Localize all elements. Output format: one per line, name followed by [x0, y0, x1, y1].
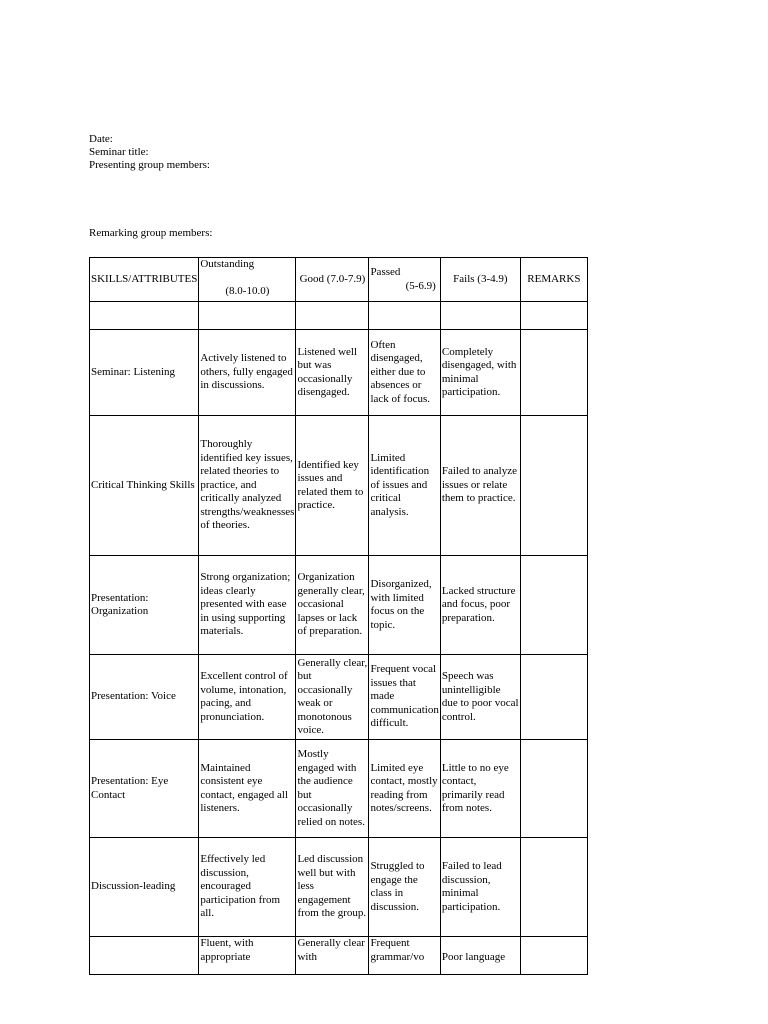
passed-cell: Often disengaged, either due to absences or lack of focus. [369, 330, 440, 416]
fails-cell: Little to no eye contact, primarily read from notes. [440, 740, 520, 838]
header-row [90, 258, 588, 302]
remarks-cell [520, 556, 587, 655]
col-skills-attributes: SKILLS/ATTRIBUTES [90, 258, 199, 302]
passed-cell: Limited identification of issues and critical analysis. [369, 416, 440, 556]
outstanding-cell: Effectively led discussion, encouraged participation from all. [199, 838, 296, 937]
outstanding-cell: Excellent control of volume, intonation, pacing, and pronunciation. [199, 655, 296, 740]
table-row [90, 740, 588, 838]
col-outstanding [199, 258, 296, 302]
good-cell: Led discussion well but with less engagement from the group. [296, 838, 369, 937]
table-row [90, 330, 588, 416]
good-cell: Generally clear with [296, 937, 369, 975]
passed-cell: Struggled to engage the class in discussion. [369, 838, 440, 937]
outstanding-range: (8.0-10.0) [225, 284, 270, 297]
skill-name: Discussion-leading [90, 838, 199, 937]
outstanding-cell: Strong organization; ideas clearly presented with ease in using supporting materials. [199, 556, 296, 655]
table-cell [296, 302, 369, 330]
good-cell: Organization generally clear, occasional lapses or lack of preparation. [296, 556, 369, 655]
skill-name: Presentation: Eye Contact [90, 740, 199, 838]
table-row [90, 937, 588, 975]
good-cell: Mostly engaged with the audience but occasionally relied on notes. [296, 740, 369, 838]
passed-cell: Disorganized, with limited focus on the topic. [369, 556, 440, 655]
good-cell: Identified key issues and related them to practice. [296, 416, 369, 556]
remarks-cell [520, 838, 587, 937]
outstanding-cell: Fluent, with appropriate [199, 937, 296, 975]
outstanding-title: Outstanding [200, 258, 255, 270]
remarking-group-label: Remarking group members: [89, 227, 213, 239]
fails-cell: Failed to analyze issues or relate them to practice. [440, 416, 520, 556]
passed-cell: Frequent grammar/vo [369, 937, 440, 975]
table-row [90, 838, 588, 937]
outstanding-cell: Actively listened to others, fully engaged in discussions. [199, 330, 296, 416]
remarks-cell [520, 655, 587, 740]
table-cell [90, 302, 199, 330]
seminar-title-label: Seminar title: [89, 146, 149, 158]
form-header [89, 133, 210, 172]
passed-cell: Limited eye contact, mostly reading from notes/screens. [369, 740, 440, 838]
fails-cell: Speech was unintelligible due to poor vocal control. [440, 655, 520, 740]
outstanding-cell: Thoroughly identified key issues, related theories to practice, and critically analyzed strengths/weaknesses of theories. [199, 416, 296, 556]
col-fails: Fails (3-4.9) [440, 258, 520, 302]
table-row [90, 655, 588, 740]
presenting-group-label: Presenting group members: [89, 159, 210, 171]
passed-range: (5-6.9) [405, 279, 436, 292]
table-row [90, 416, 588, 556]
remarks-cell [520, 330, 587, 416]
rubric-table [89, 257, 588, 975]
skill-name: Seminar: Listening [90, 330, 199, 416]
outstanding-cell: Maintained consistent eye contact, engaged all listeners. [199, 740, 296, 838]
remarks-cell [520, 937, 587, 975]
table-cell [440, 302, 520, 330]
skill-name: Critical Thinking Skills [90, 416, 199, 556]
fails-cell: Lacked structure and focus, poor preparation. [440, 556, 520, 655]
col-passed [369, 258, 440, 302]
good-cell: Listened well but was occasionally disengaged. [296, 330, 369, 416]
col-remarks: REMARKS [520, 258, 587, 302]
table-row [90, 556, 588, 655]
skill-name: Presentation: Organization [90, 556, 199, 655]
passed-cell: Frequent vocal issues that made communication difficult. [369, 655, 440, 740]
remarks-cell [520, 740, 587, 838]
fails-cell: Failed to lead discussion, minimal participation. [440, 838, 520, 937]
skill-name [90, 937, 199, 975]
date-label: Date: [89, 133, 113, 145]
table-cell [520, 302, 587, 330]
col-good: Good (7.0-7.9) [296, 258, 369, 302]
good-cell: Generally clear, but occasionally weak or monotonous voice. [296, 655, 369, 740]
table-cell [199, 302, 296, 330]
passed-title: Passed [370, 266, 401, 278]
remarks-cell [520, 416, 587, 556]
fails-cell: Poor language [440, 937, 520, 975]
skill-name: Presentation: Voice [90, 655, 199, 740]
fails-cell: Completely disengaged, with minimal participation. [440, 330, 520, 416]
table-cell [369, 302, 440, 330]
blank-row [90, 302, 588, 330]
